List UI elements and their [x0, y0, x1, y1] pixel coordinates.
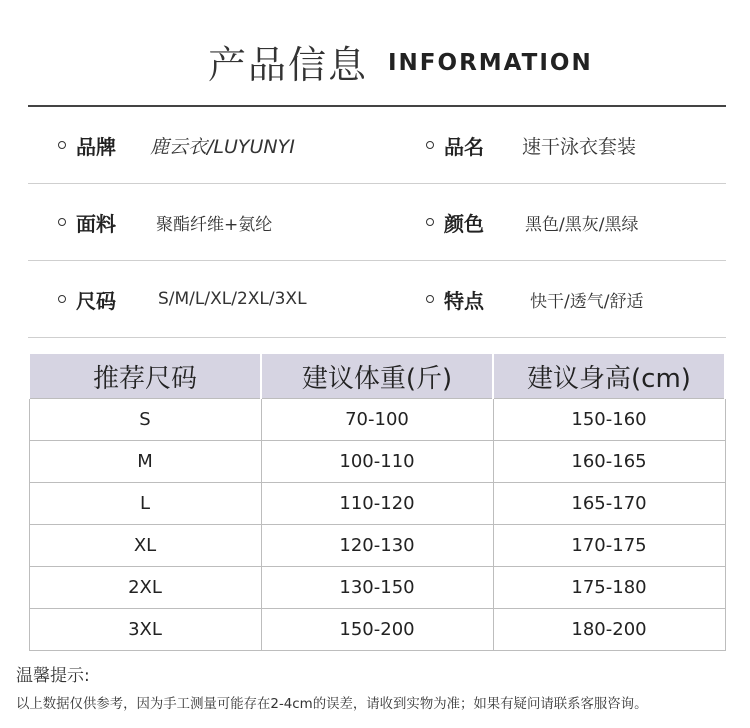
bullet-icon: [426, 141, 434, 149]
cell-size: 2XL: [29, 567, 261, 609]
size-chart-table: [28, 354, 726, 651]
cell-weight: 100-110: [261, 441, 493, 483]
table-row: [29, 567, 725, 609]
cell-size: S: [29, 399, 261, 441]
info-header: [0, 0, 750, 106]
table-row: [29, 483, 725, 525]
bullet-icon: [58, 141, 66, 149]
size-value: S/M/L/XL/2XL/3XL: [158, 289, 307, 309]
name-item: [426, 107, 484, 183]
cell-height: 160-165: [493, 441, 725, 483]
fabric-label: 面料: [76, 211, 116, 236]
brand-item: [58, 107, 116, 183]
color-label: 颜色: [444, 211, 484, 236]
header-size: 推荐尺码: [29, 354, 261, 399]
cell-size: XL: [29, 525, 261, 567]
cell-weight: 110-120: [261, 483, 493, 525]
notice-text: 以上数据仅供参考，因为手工测量可能存在2-4cm的误差，请收到实物为准；如果有疑问请联系客服咨询。: [16, 697, 648, 712]
cell-height: 175-180: [493, 567, 725, 609]
cell-size: 3XL: [29, 609, 261, 651]
brand-value: 鹿云衣/LUYUNYI: [150, 135, 295, 158]
size-label: 尺码: [76, 288, 116, 313]
brand-label: 品牌: [76, 134, 116, 159]
feature-label: 特点: [444, 288, 484, 313]
bullet-icon: [58, 295, 66, 303]
cell-size: L: [29, 483, 261, 525]
cell-height: 180-200: [493, 609, 725, 651]
info-row-size-feature: [28, 261, 726, 338]
header-height: 建议身高(cm): [493, 354, 725, 399]
table-row: [29, 525, 725, 567]
cell-weight: 130-150: [261, 567, 493, 609]
cell-weight: 70-100: [261, 399, 493, 441]
title-chinese: 产品信息: [208, 43, 369, 87]
fabric-value: 聚酯纤维+氨纶: [156, 214, 273, 235]
name-label: 品名: [444, 134, 484, 159]
name-value: 速干泳衣套装: [522, 135, 637, 158]
cell-height: 170-175: [493, 525, 725, 567]
info-row-brand-name: [28, 107, 726, 184]
bullet-icon: [426, 218, 434, 226]
feature-value: 快干/透气/舒适: [530, 291, 644, 312]
cell-height: 165-170: [493, 483, 725, 525]
bullet-icon: [58, 218, 66, 226]
cell-size: M: [29, 441, 261, 483]
title-english: INFORMATION: [388, 50, 593, 76]
table-header-row: [29, 354, 725, 399]
table-row: [29, 441, 725, 483]
color-item: [426, 184, 484, 260]
feature-item: [426, 261, 484, 337]
size-item: [58, 261, 116, 337]
cell-height: 150-160: [493, 399, 725, 441]
table-row: [29, 609, 725, 651]
info-row-fabric-color: [28, 184, 726, 261]
bullet-icon: [426, 295, 434, 303]
fabric-item: [58, 184, 116, 260]
notice-title: 温馨提示:: [16, 666, 90, 686]
color-value: 黑色/黑灰/黑绿: [525, 214, 639, 235]
table-row: [29, 399, 725, 441]
cell-weight: 150-200: [261, 609, 493, 651]
header-weight: 建议体重(斤): [261, 354, 493, 399]
cell-weight: 120-130: [261, 525, 493, 567]
